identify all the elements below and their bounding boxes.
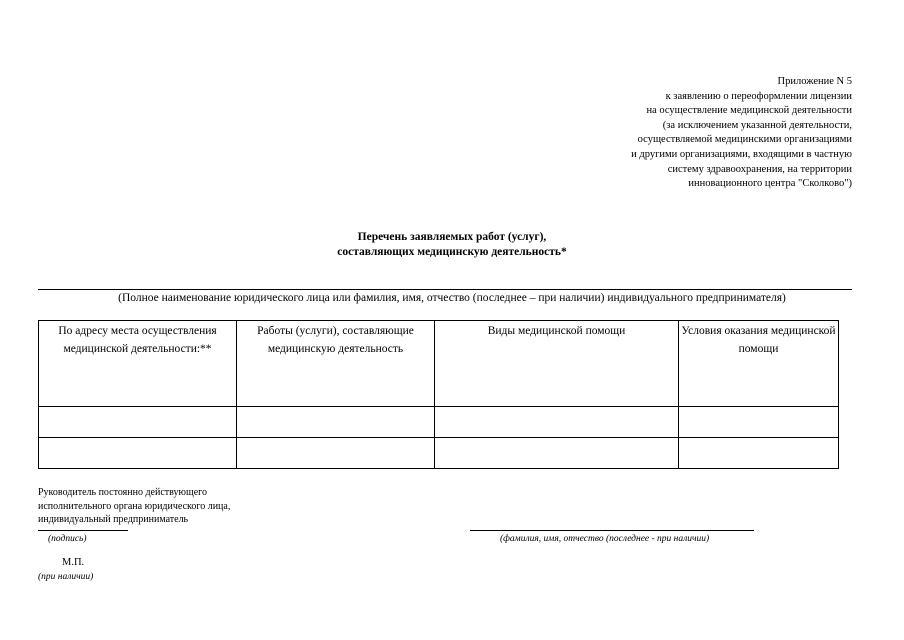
document-title	[0, 230, 904, 260]
signature-caption: (подпись)	[48, 534, 87, 544]
signatory-line: исполнительного органа юридического лица,	[38, 500, 231, 512]
signatory-line: Руководитель постоянно действующего	[38, 487, 207, 498]
title-line-2: составляющих медицинскую деятельность*	[337, 246, 567, 258]
table-row	[39, 407, 839, 438]
appendix-line: на осуществление медицинской деятельности	[646, 105, 852, 117]
appendix-line: осуществляемой медицинскими организациями	[637, 134, 852, 146]
column-header-address: По адресу места осуществления медицинской деятельности:**	[39, 321, 237, 407]
signature-line[interactable]	[38, 530, 128, 531]
services-table	[38, 320, 839, 469]
full-name-line[interactable]	[470, 530, 754, 531]
table-cell[interactable]	[39, 407, 237, 438]
appendix-line: систему здравоохранения, на территории	[667, 163, 852, 175]
table-cell[interactable]	[435, 407, 679, 438]
organization-name-line[interactable]	[38, 289, 852, 290]
title-line-1: Перечень заявляемых работ (услуг),	[357, 231, 547, 243]
table-cell[interactable]	[679, 407, 839, 438]
signatory-label	[38, 486, 230, 527]
table-cell[interactable]	[679, 438, 839, 469]
stamp-note: (при наличии)	[38, 572, 94, 582]
full-name-caption: (фамилия, имя, отчество (последнее - при наличии)	[500, 534, 710, 544]
stamp-label: М.П.	[62, 557, 85, 568]
appendix-line: инновационного центра "Сколково")	[688, 178, 852, 190]
table-cell[interactable]	[39, 438, 237, 469]
column-header-care-conditions: Условия оказания медицинской помощи	[679, 321, 839, 407]
appendix-line: (за исключением указанной деятельности,	[662, 119, 852, 131]
column-header-works: Работы (услуги), составляющие медицинскую деятельность	[237, 321, 435, 407]
table-cell[interactable]	[237, 407, 435, 438]
appendix-line: и другими организациями, входящими в частную	[631, 148, 852, 160]
signatory-line: индивидуальный предприниматель	[38, 514, 189, 525]
table-cell[interactable]	[435, 438, 679, 469]
appendix-line: к заявлению о переоформлении лицензии	[665, 90, 852, 102]
column-header-care-types: Виды медицинской помощи	[435, 321, 679, 407]
organization-name-caption: (Полное наименование юридического лица или фамилия, имя, отчество (последнее – при наличии) индивидуального предпринимателя)	[118, 292, 786, 304]
table-cell[interactable]	[237, 438, 435, 469]
appendix-line: Приложение N 5	[777, 76, 852, 87]
table-row	[39, 438, 839, 469]
table-header-row	[39, 321, 839, 407]
appendix-header	[522, 75, 852, 192]
